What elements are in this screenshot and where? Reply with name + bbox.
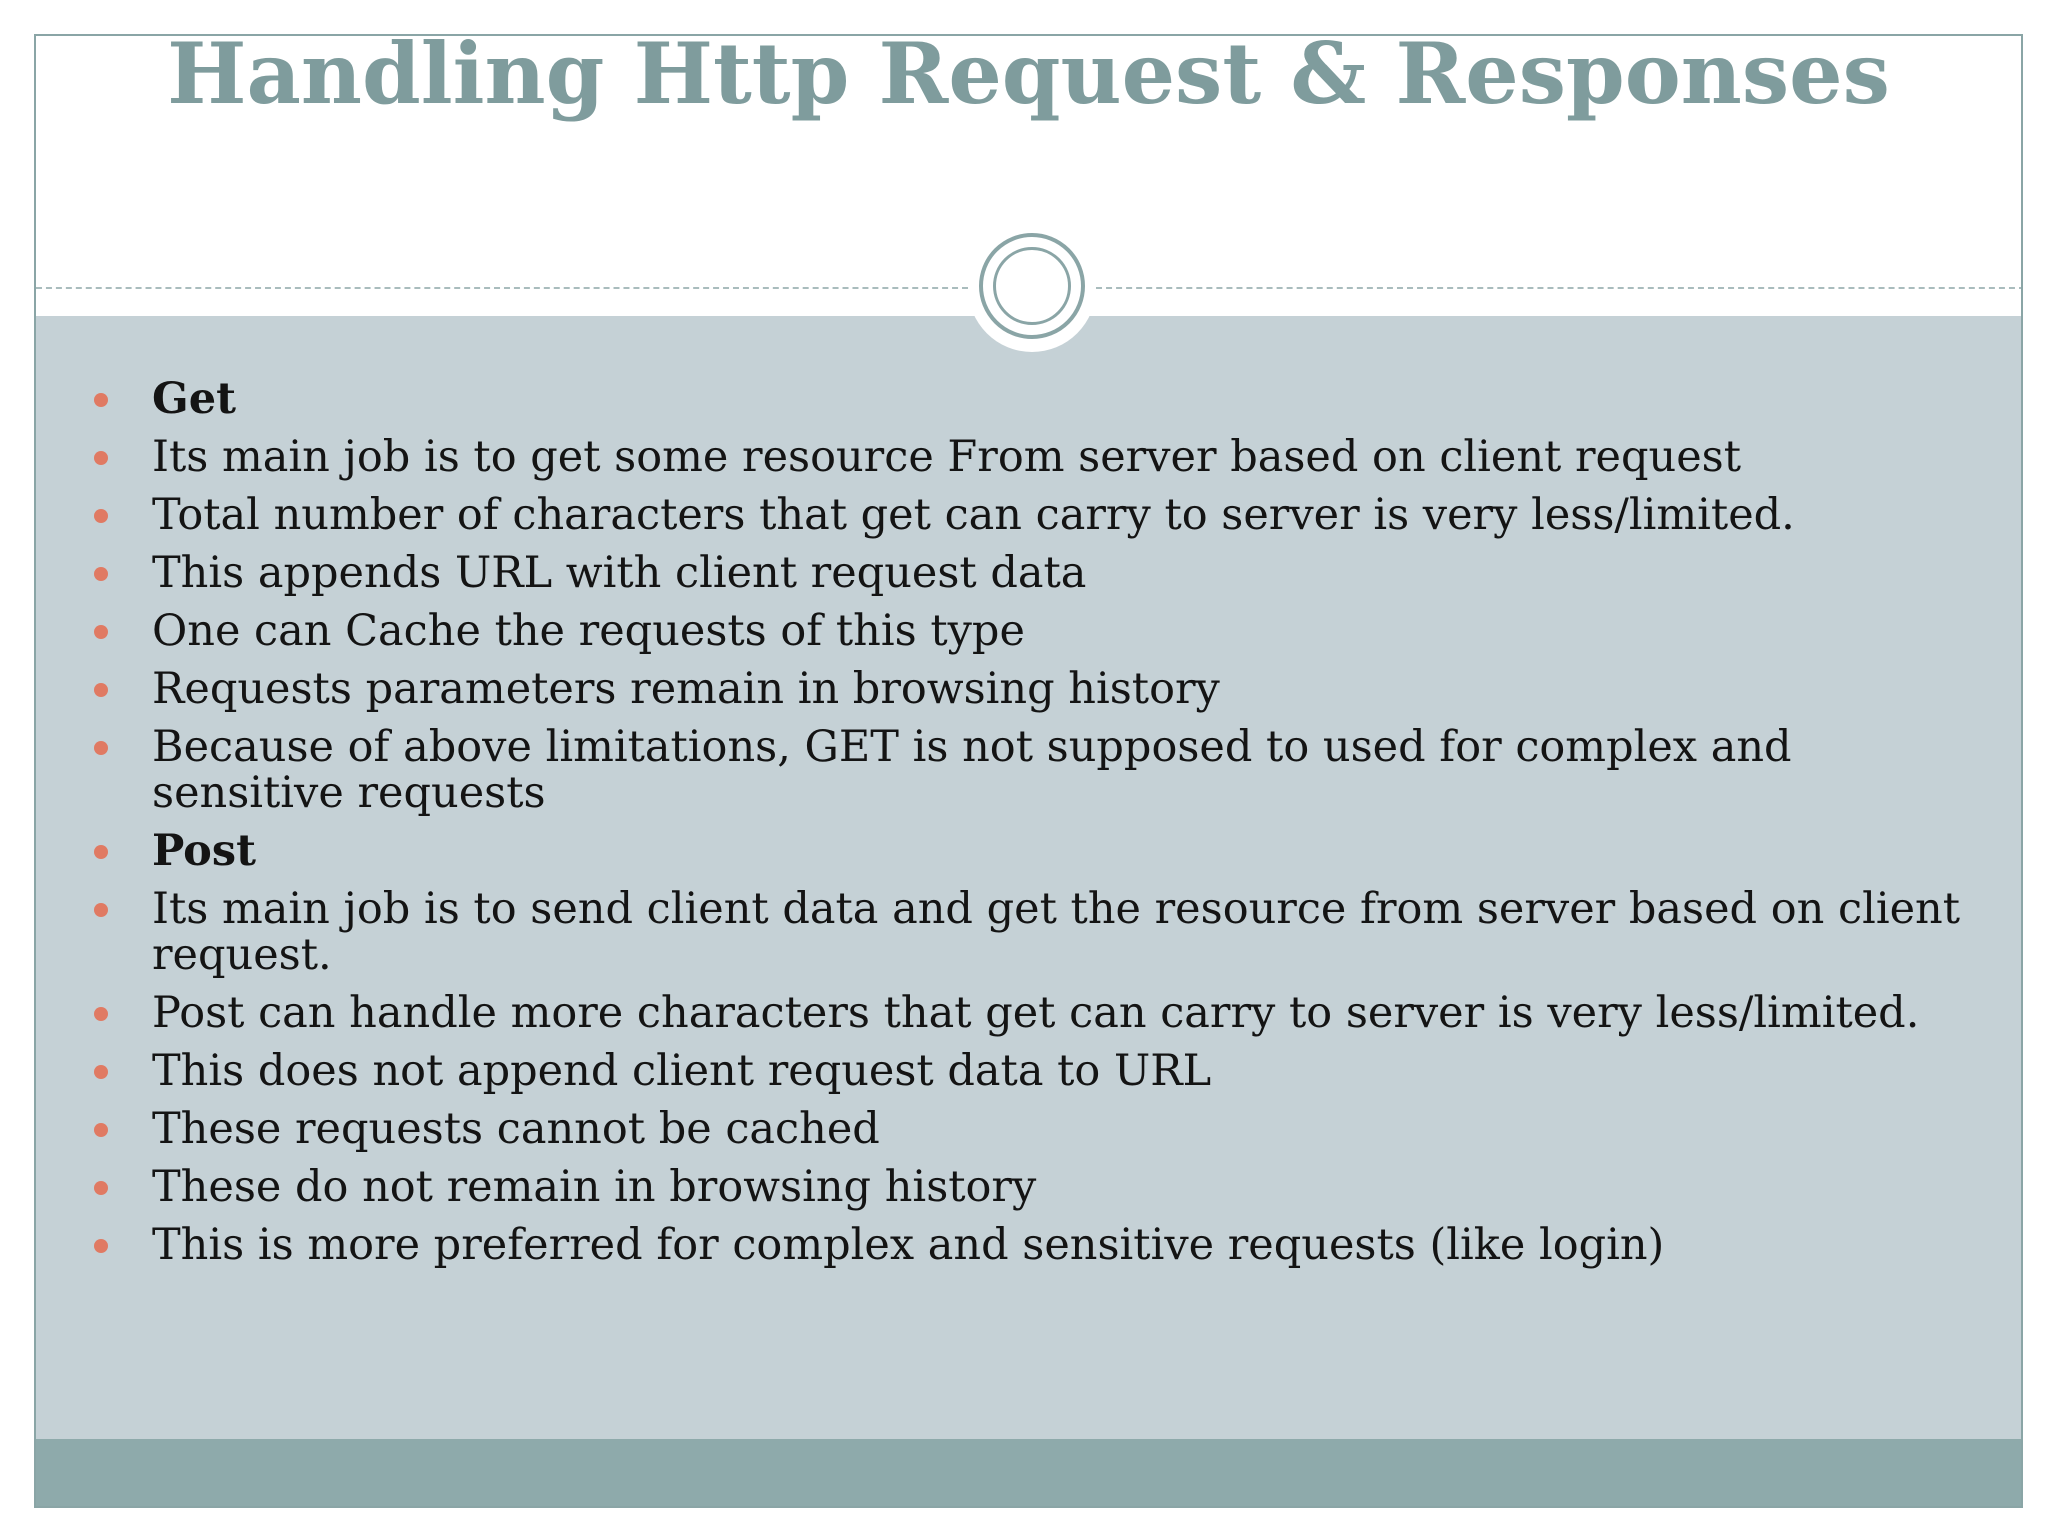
bullet-text: Its main job is to get some resource From server based on client request bbox=[152, 432, 1742, 482]
bullet-item bbox=[36, 550, 2021, 596]
footer-band bbox=[36, 1439, 2021, 1508]
title-divider-left bbox=[36, 287, 968, 289]
bullet-dot-icon bbox=[94, 1007, 108, 1021]
bullet-dot-icon bbox=[94, 845, 108, 859]
bullet-item bbox=[36, 886, 2021, 978]
bullet-item bbox=[36, 1048, 2021, 1094]
bullet-item-post-heading bbox=[36, 828, 2021, 874]
bullet-text: Total number of characters that get can carry to server is very less/limited. bbox=[152, 490, 1795, 540]
bullet-dot-icon bbox=[94, 1181, 108, 1195]
bullet-dot-icon bbox=[94, 1065, 108, 1079]
ring-icon bbox=[979, 233, 1085, 339]
ring-inner-icon bbox=[993, 247, 1071, 325]
bullet-item bbox=[36, 492, 2021, 538]
bullet-text: Requests parameters remain in browsing history bbox=[152, 664, 1220, 714]
bullet-text: Post bbox=[152, 826, 256, 876]
bullet-text: Its main job is to send client data and get the resource from server based on client request. bbox=[152, 884, 1960, 980]
bullet-text: This does not append client request data to URL bbox=[152, 1046, 1212, 1096]
title-divider-right bbox=[1096, 287, 2023, 289]
bullet-dot-icon bbox=[94, 1123, 108, 1137]
bullet-text: This is more preferred for complex and sensitive requests (like login) bbox=[152, 1220, 1665, 1270]
bullet-item-get-heading bbox=[36, 376, 2021, 422]
bullet-dot-icon bbox=[94, 903, 108, 917]
bullet-item bbox=[36, 1164, 2021, 1210]
bullet-text: Post can handle more characters that get can carry to server is very less/limited. bbox=[152, 988, 1920, 1038]
bullet-item bbox=[36, 434, 2021, 480]
bullet-item bbox=[36, 608, 2021, 654]
bullet-item bbox=[36, 724, 2021, 816]
bullet-text: One can Cache the requests of this type bbox=[152, 606, 1025, 656]
bullet-item bbox=[36, 990, 2021, 1036]
bullet-dot-icon bbox=[94, 741, 108, 755]
bullet-text: This appends URL with client request data bbox=[152, 548, 1087, 598]
bullet-item bbox=[36, 1222, 2021, 1268]
bullet-item bbox=[36, 666, 2021, 712]
bullet-item bbox=[36, 1106, 2021, 1152]
bullet-text: Because of above limitations, GET is not supposed to used for complex and sensitive requests bbox=[152, 722, 1792, 818]
bullet-text: These do not remain in browsing history bbox=[152, 1162, 1037, 1212]
bullet-text: Get bbox=[152, 374, 236, 424]
bullet-dot-icon bbox=[94, 1239, 108, 1253]
bullet-dot-icon bbox=[94, 683, 108, 697]
bullet-dot-icon bbox=[94, 509, 108, 523]
slide-title: Handling Http Request & Responses bbox=[167, 34, 1890, 123]
bullet-dot-icon bbox=[94, 393, 108, 407]
bullet-dot-icon bbox=[94, 625, 108, 639]
slide bbox=[34, 34, 2023, 1508]
bullet-text: These requests cannot be cached bbox=[152, 1104, 880, 1154]
bullet-dot-icon bbox=[94, 567, 108, 581]
bullet-list bbox=[36, 376, 2021, 1280]
bullet-dot-icon bbox=[94, 451, 108, 465]
